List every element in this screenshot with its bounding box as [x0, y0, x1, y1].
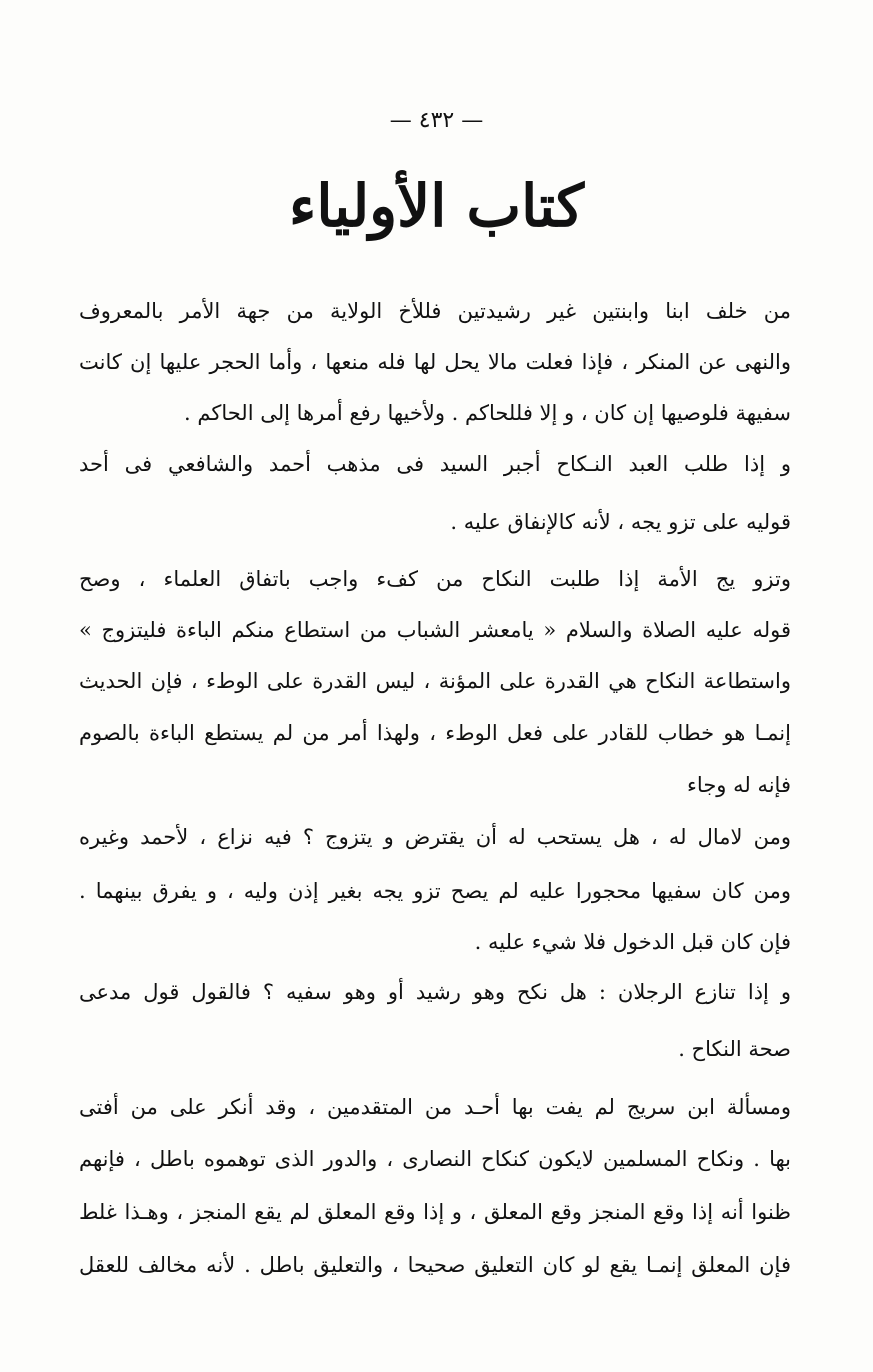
text-line: قوليه على تزو يجه ، لأنه كالإنفاق عليه .: [450, 510, 791, 534]
chapter-title: كتاب الأولياء: [289, 172, 584, 240]
text-line: بها . ونكاح المسلمين لايكون كنكاح النصارى ، والدور الذى توهموه باطل ، فإنهم: [79, 1147, 791, 1171]
page-number: — ٤٣٢ —: [389, 108, 484, 133]
text-line: واستطاعة النكاح هي القدرة على المؤنة ، ليس القدرة على الوطء ، فإن الحديث: [79, 669, 791, 693]
text-line: ظنوا أنه إذا وقع المنجز وقع المعلق ، و إذا وقع المعلق لم يقع المنجز ، وهـذا غلط: [79, 1200, 791, 1224]
text-line: و إذا طلب العبد النـكاح أجبر السيد فى مذهب أحمد والشافعي فى أحد: [79, 452, 791, 476]
text-line: ومسألة ابن سريج لم يفت بها أحـد من المتقدمين ، وقد أنكر على من أفتى: [79, 1095, 791, 1119]
text-line: فإن المعلق إنمـا يقع لو كان التعليق صحيحا ، والتعليق باطل . لأنه مخالف للعقل: [79, 1253, 791, 1277]
text-line: قوله عليه الصلاة والسلام « يامعشر الشباب من استطاع منكم الباءة فليتزوج »: [79, 618, 791, 642]
text-line: فإن كان قبل الدخول فلا شيء عليه .: [474, 930, 791, 954]
text-line: ومن لامال له ، هل يستحب له أن يقترض و يتزوج ؟ فيه نزاع ، لأحمد وغيره: [79, 825, 791, 849]
text-line: وتزو يج الأمة إذا طلبت النكاح من كفء واجب باتفاق العلماء ، وصح: [79, 567, 791, 591]
text-line: ومن كان سفيها محجورا عليه لم يصح تزو يجه بغير إذن وليه ، و يفرق بينهما .: [79, 879, 791, 903]
text-line: من خلف ابنا وابنتين غير رشيدتين فللأخ الولاية من جهة الأمر بالمعروف: [79, 299, 791, 323]
text-line: سفيهة فلوصيها إن كان ، و إلا فللحاكم . ولأخيها رفع أمرها إلى الحاكم .: [184, 401, 791, 425]
text-line: صحة النكاح .: [678, 1037, 791, 1061]
text-line: إنمـا هو خطاب للقادر على فعل الوطء ، ولهذا أمر من لم يستطع الباءة بالصوم: [79, 721, 791, 745]
text-line: و إذا تنازع الرجلان : هل نكح وهو رشيد أو وهو سفيه ؟ فالقول قول مدعى: [79, 980, 791, 1004]
text-line: فإنه له وجاء: [687, 773, 791, 797]
text-line: والنهى عن المنكر ، فإذا فعلت مالا يحل لها فله منعها ، وأما الحجر عليها إن كانت: [79, 350, 791, 374]
